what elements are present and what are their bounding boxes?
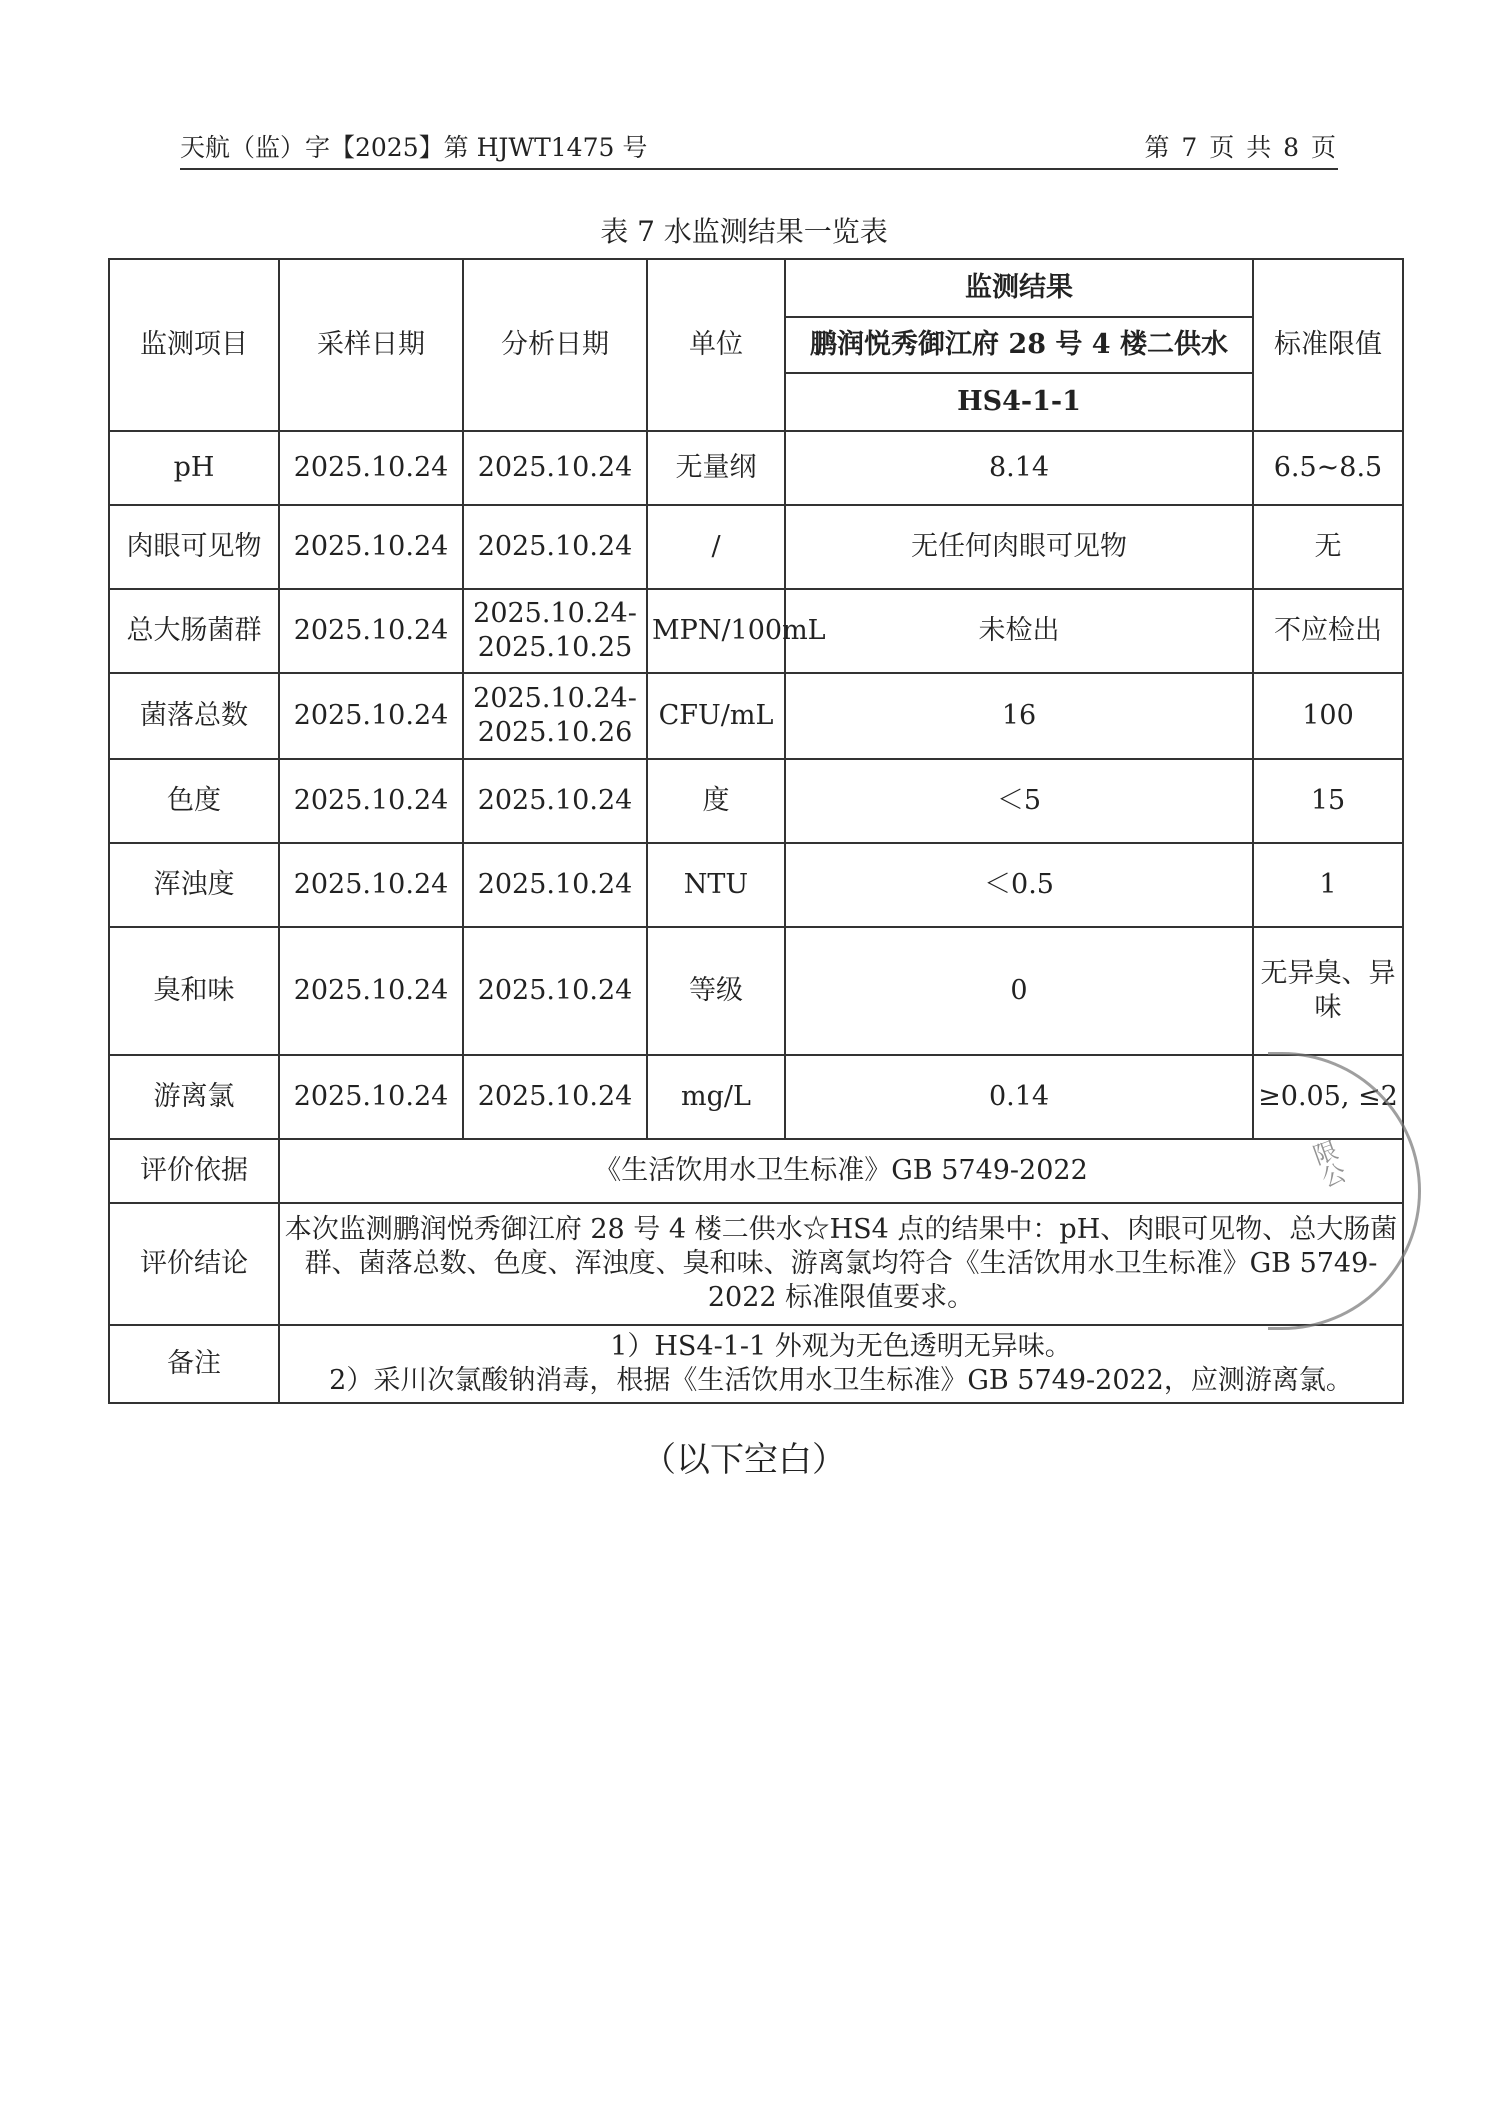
standard-cell: 15 [1253,759,1403,843]
table-row [109,927,1403,1055]
analysis-date-cell: 2025.10.24 [463,505,647,589]
item-cell: 菌落总数 [109,673,279,759]
sampling-date-cell: 2025.10.24 [279,843,463,927]
report-number: 天航（监）字【2025】第 HJWT1475 号 [180,133,648,162]
unit-cell: mg/L [647,1055,785,1139]
header-row [109,259,1403,317]
result-cell: 0.14 [785,1055,1253,1139]
header-standard: 标准限值 [1253,259,1403,431]
seal-text: 限公 [1305,1136,1349,1192]
page-header [180,128,1338,170]
blank-note: （以下空白） [642,1440,846,1480]
analysis-date-cell: 2025.10.24-2025.10.26 [463,673,647,759]
header-unit: 单位 [647,259,785,431]
analysis-date-cell: 2025.10.24 [463,1055,647,1139]
standard-cell: 不应检出 [1253,589,1403,673]
result-cell: 无任何肉眼可见物 [785,505,1253,589]
unit-cell: NTU [647,843,785,927]
item-cell: 色度 [109,759,279,843]
analysis-date-cell: 2025.10.24 [463,431,647,505]
conclusion-label: 评价结论 [109,1203,279,1325]
result-cell: 未检出 [785,589,1253,673]
header-item: 监测项目 [109,259,279,431]
header-sampling-date: 采样日期 [279,259,463,431]
analysis-date-cell: 2025.10.24 [463,843,647,927]
results-table [108,258,1404,1404]
item-cell: 臭和味 [109,927,279,1055]
result-cell: 16 [785,673,1253,759]
header-location: 鹏润悦秀御江府 28 号 4 楼二供水 [785,317,1253,373]
unit-cell: CFU/mL [647,673,785,759]
analysis-date-cell: 2025.10.24-2025.10.25 [463,589,647,673]
item-cell: 总大肠菌群 [109,589,279,673]
table-row [109,505,1403,589]
standard-cell: 6.5~8.5 [1253,431,1403,505]
header-sample-id: HS4-1-1 [785,373,1253,431]
table-row [109,1055,1403,1139]
result-cell: 0 [785,927,1253,1055]
analysis-date-cell: 2025.10.24 [463,927,647,1055]
standard-cell: 100 [1253,673,1403,759]
table-row [109,589,1403,673]
standard-cell: 无异臭、异味 [1253,927,1403,1055]
header-analysis-date: 分析日期 [463,259,647,431]
remarks-label: 备注 [109,1325,279,1403]
conclusion-row [109,1203,1403,1325]
sampling-date-cell: 2025.10.24 [279,589,463,673]
unit-cell: 等级 [647,927,785,1055]
table-caption: 表 7 水监测结果一览表 [600,215,888,248]
standard-cell: ≥0.05, ≤2 [1253,1055,1403,1139]
item-cell: 肉眼可见物 [109,505,279,589]
basis-row [109,1139,1403,1203]
table-row [109,843,1403,927]
basis-text: 《生活饮用水卫生标准》GB 5749-2022 [279,1139,1403,1203]
remark-line: 1）HS4-1-1 外观为无色透明无异味。 [610,1331,1072,1363]
unit-cell: 无量纲 [647,431,785,505]
remarks-cell [279,1325,1403,1403]
sampling-date-cell: 2025.10.24 [279,431,463,505]
result-cell: ＜0.5 [785,843,1253,927]
table-row [109,759,1403,843]
remark-line: 2）采川次氯酸钠消毒，根据《生活饮用水卫生标准》GB 5749-2022，应测游离氯。 [329,1365,1353,1396]
sampling-date-cell: 2025.10.24 [279,759,463,843]
basis-label: 评价依据 [109,1139,279,1203]
unit-cell: / [647,505,785,589]
standard-cell: 无 [1253,505,1403,589]
sampling-date-cell: 2025.10.24 [279,673,463,759]
remarks-row [109,1325,1403,1403]
result-cell: ＜5 [785,759,1253,843]
unit-cell: MPN/100mL [647,589,785,673]
table-row [109,431,1403,505]
sampling-date-cell: 2025.10.24 [279,927,463,1055]
conclusion-text: 本次监测鹏润悦秀御江府 28 号 4 楼二供水☆HS4 点的结果中：pH、肉眼可见物、总大肠菌群、菌落总数、色度、浑浊度、臭和味、游离氯均符合《生活饮用水卫生标准》GB 5749-2022 标准限值要求。 [279,1203,1403,1325]
item-cell: 游离氯 [109,1055,279,1139]
page-info: 第 7 页 共 8 页 [1144,133,1338,162]
table-row [109,673,1403,759]
item-cell: pH [109,431,279,505]
analysis-date-cell: 2025.10.24 [463,759,647,843]
header-results: 监测结果 [785,259,1253,317]
sampling-date-cell: 2025.10.24 [279,505,463,589]
sampling-date-cell: 2025.10.24 [279,1055,463,1139]
result-cell: 8.14 [785,431,1253,505]
unit-cell: 度 [647,759,785,843]
item-cell: 浑浊度 [109,843,279,927]
standard-cell: 1 [1253,843,1403,927]
